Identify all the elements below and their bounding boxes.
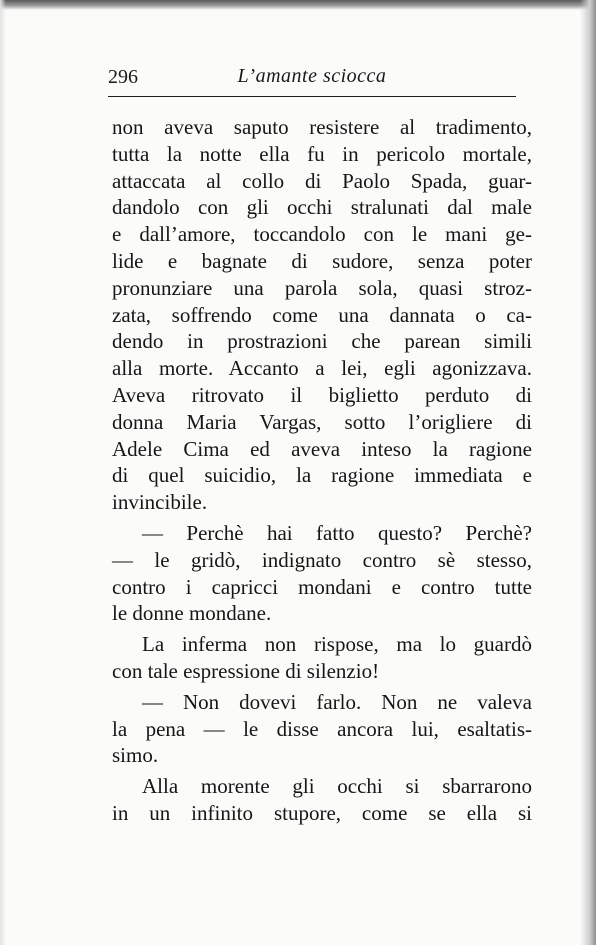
page-number: 296 — [108, 66, 138, 88]
text-line: attaccata al collo di Paolo Spada, guar- — [112, 168, 532, 193]
text-line: Alla morente gli occhi si sbarrarono — [142, 774, 532, 799]
text-line: le donne mondane. — [112, 601, 272, 626]
page-top-edge-shadow — [0, 0, 596, 10]
page-left-shadow — [0, 0, 6, 945]
text-line: di quel suicidio, la ragione immediata e — [112, 463, 532, 488]
body-text — [112, 114, 532, 827]
text-line: in un infinito stupore, come se ella si — [112, 800, 532, 825]
page-binding-edge-shadow — [580, 0, 596, 945]
text-line: — Perchè hai fatto questo? Perchè? — [142, 520, 532, 545]
text-line: contro i capricci mondani e contro tutte — [112, 574, 532, 599]
page-header — [108, 62, 516, 97]
text-line: tutta la notte ella fu in pericolo mortale, — [112, 141, 532, 166]
text-line: donna Maria Vargas, sotto l’origliere di — [112, 409, 532, 434]
text-line: la pena — le disse ancora lui, esaltatis- — [112, 716, 532, 741]
text-line: La inferma non rispose, ma lo guardò — [142, 632, 532, 657]
text-line: simo. — [112, 743, 159, 768]
text-line: Adele Cima ed aveva inteso la ragione — [112, 436, 532, 461]
text-line: zata, soffrendo come una dannata o ca- — [112, 302, 532, 327]
text-line: alla morte. Accanto a lei, egli agonizzava. — [112, 356, 532, 381]
text-line: — Non dovevi farlo. Non ne valeva — [142, 689, 532, 714]
text-line: invincibile. — [112, 490, 208, 515]
text-line: — le gridò, indignato contro sè stesso, — [112, 547, 532, 572]
text-line: Aveva ritrovato il biglietto perduto di — [112, 382, 532, 407]
text-line: dandolo con gli occhi stralunati dal male — [112, 195, 532, 220]
text-line: non aveva saputo resistere al tradimento, — [112, 115, 532, 139]
text-line: con tale espressione di silenzio! — [112, 658, 380, 683]
running-title: L’amante sciocca — [237, 65, 387, 87]
text-line: e dall’amore, toccandolo con le mani ge- — [112, 222, 532, 247]
text-line: pronunziare una parola sola, quasi stroz- — [112, 275, 532, 300]
text-line: lide e bagnate di sudore, senza poter — [112, 248, 532, 273]
text-line: dendo in prostrazioni che parean simili — [112, 329, 532, 354]
